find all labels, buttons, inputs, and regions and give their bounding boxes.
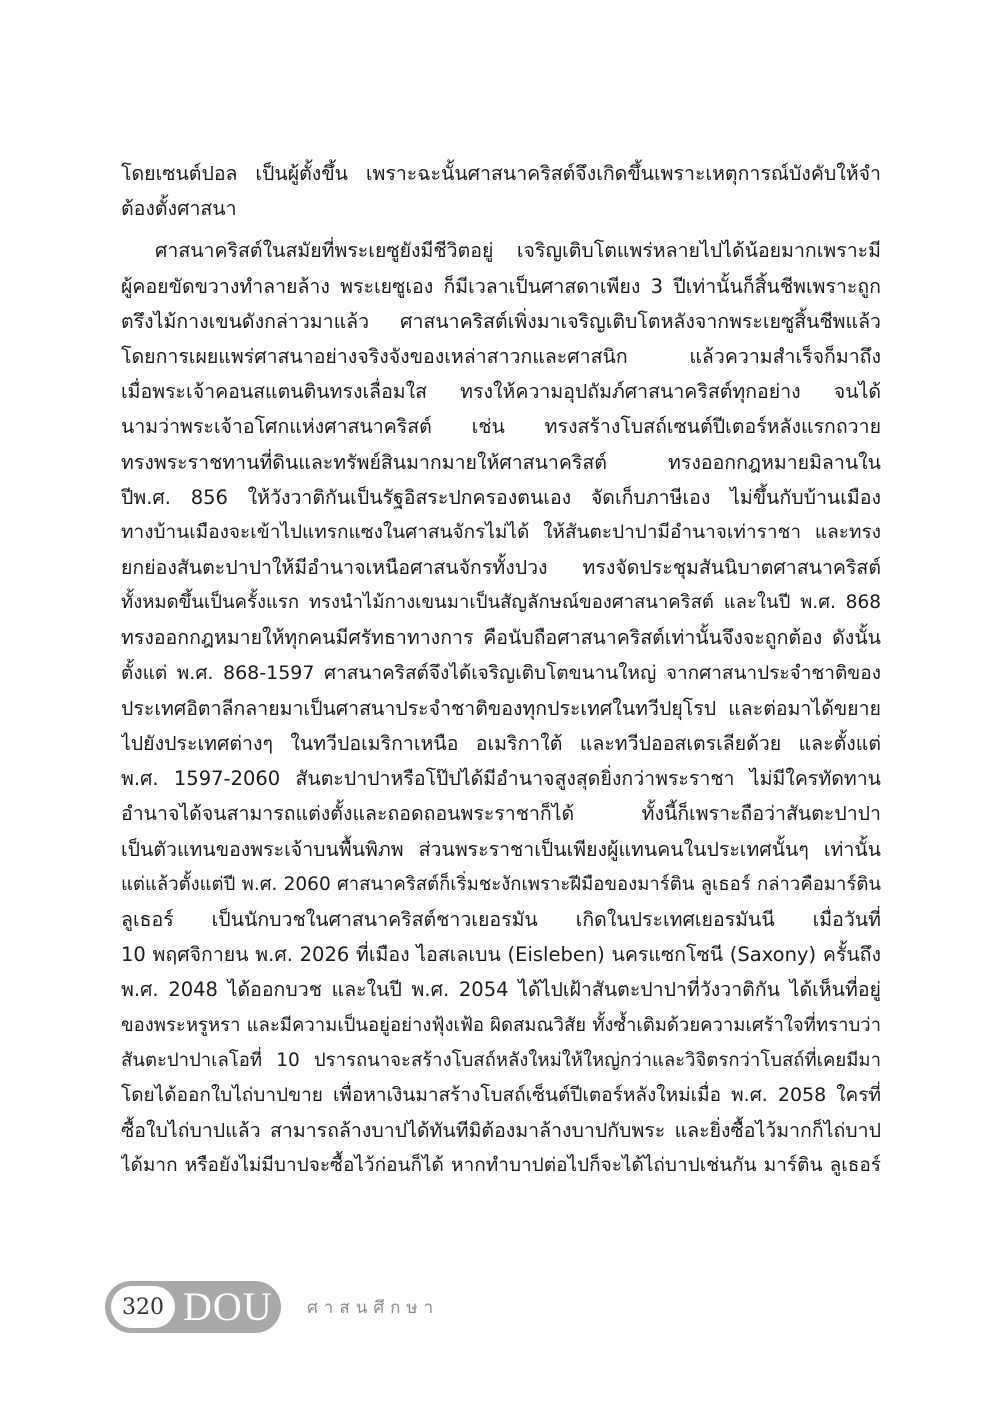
text-line: แต่แล้วตั้งแต่ปี พ.ศ. 2060 ศาสนาคริสต์ก็เริ่มชะงักเพราะฝีมือของมาร์ติน ลูเธอร์ กล่าวคือมาร์ติน: [121, 873, 881, 895]
paragraph-1: [121, 156, 881, 226]
text-line: ผู้คอยขัดขวางทำลายล้าง พระเยซูเอง ก็มีเวลาเป็นศาสดาเพียง 3 ปีเท่านั้นก็สิ้นชีพเพราะถูก: [121, 274, 881, 298]
text-line: อำนาจได้จนสามารถแต่งตั้งและถอดถอนพระราชาก็ได้ ทั้งนี้ก็เพราะถือว่าสันตะปาปา: [121, 802, 881, 826]
text-line: 10 พฤศจิกายน พ.ศ. 2026 ที่เมือง ไอสเลเบน (Eisleben) นครแซกโซนี (Saxony) ครั้นถึง: [121, 943, 881, 967]
text-line: ไปยังประเทศต่างๆ ในทวีปอเมริกาเหนือ อเมริกาใต้ และทวีปออสเตรเลียด้วย และตั้งแต่: [121, 732, 881, 755]
body-text: [121, 156, 881, 1183]
text-line: ต้องตั้งศาสนา: [121, 197, 237, 221]
text-line: เป็นตัวแทนของพระเจ้าบนพื้นพิภพ ส่วนพระราชาเป็นเพียงผู้แทนคนในประเทศนั้นๆ เท่านั้น: [121, 837, 881, 861]
text-line: ปีพ.ศ. 856 ให้วังวาติกันเป็นรัฐอิสระปกครองตนเอง จัดเก็บภาษีเอง ไม่ขึ้นกับบ้านเมือง: [121, 485, 881, 509]
dou-logo-badge: [105, 1281, 281, 1333]
text-line: ทางบ้านเมืองจะเข้าไปแทรกแซงในศาสนจักรไม่ได้ ให้สันตะปาปามีอำนาจเท่าราชา และทรง: [121, 520, 881, 543]
text-line: นามว่าพระเจ้าอโศกแห่งศาสนาคริสต์ เช่น ทรงสร้างโบสถ์เซนต์ปีเตอร์หลังแรกถวาย: [121, 415, 881, 439]
paragraph-2: [121, 233, 881, 1183]
text-line: ตรึงไม้กางเขนดังกล่าวมาแล้ว ศาสนาคริสต์เพิ่งมาเจริญเติบโตหลังจากพระเยซูสิ้นชีพแล้ว: [121, 309, 881, 333]
dou-logo: DOU: [183, 1284, 273, 1329]
course-title: ศาสนศึกษา: [307, 1297, 440, 1318]
text-line: เมื่อพระเจ้าคอนสแตนตินทรงเลื่อมใส ทรงให้ความอุปถัมภ์ศาสนาคริสต์ทุกอย่าง จนได้: [121, 380, 881, 404]
text-line: โดยได้ออกใบไถ่บาปขาย เพื่อหาเงินมาสร้างโบสถ์เซ็นต์ปีเตอร์หลังใหม่เมื่อ พ.ศ. 2058 ใครที่: [121, 1083, 881, 1106]
text-line: โดยการเผยแพร่ศาสนาอย่างจริงจังของเหล่าสาวกและศาสนิก แล้วความสำเร็จก็มาถึง: [121, 344, 881, 368]
text-line: ทรงออกกฎหมายให้ทุกคนมีศรัทธาทางการ คือนับถือศาสนาคริสต์เท่านั้นจึงจะถูกต้อง ดังนั้น: [121, 626, 881, 650]
page-number: 320: [111, 1286, 175, 1328]
text-line: พ.ศ. 2048 ได้ออกบวช และในปี พ.ศ. 2054 ได้ไปเฝ้าสันตะปาปาที่วังวาติกัน ได้เห็นที่อยู่: [121, 978, 881, 1002]
text-line: ประเทศอิตาลีกลายมาเป็นศาสนาประจำชาติของทุกประเทศในทวีปยุโรป และต่อมาได้ขยาย: [121, 696, 881, 720]
text-line: ศาสนาคริสต์ในสมัยที่พระเยซูยังมีชีวิตอยู่ เจริญเติบโตแพร่หลายไปได้น้อยมากเพราะมี: [155, 239, 881, 263]
text-line: พ.ศ. 1597-2060 สันตะปาปาหรือโป๊ปได้มีอำนาจสูงสุดยิ่งกว่าพระราชา ไม่มีใครทัดทาน: [121, 767, 881, 791]
text-line: ยกย่องสันตะปาปาให้มีอำนาจเหนือศาสนจักรทั้งปวง ทรงจัดประชุมสันนิบาตศาสนาคริสต์: [121, 556, 881, 580]
text-line: ซื้อใบไถ่บาปแล้ว สามารถล้างบาปได้ทันทีมิต้องมาล้างบาปกับพระ และยิ่งซื้อไว้มากก็ไถ่บาป: [121, 1119, 881, 1143]
text-line: ของพระหรูหรา และมีความเป็นอยู่อย่างฟุ้งเฟ้อ ผิดสมณวิสัย ทั้งซ้ำเติมด้วยความเศร้าใจที่ทราบว่า: [121, 1014, 881, 1036]
text-line: ทั้งหมดขึ้นเป็นครั้งแรก ทรงนำไม้กางเขนมาเป็นสัญลักษณ์ของศาสนาคริสต์ และในปี พ.ศ. 868: [121, 592, 881, 614]
text-line: โดยเซนต์ปอล เป็นผู้ตั้งขึ้น เพราะฉะนั้นศาสนาคริสต์จึงเกิดขึ้นเพราะเหตุการณ์บังคับให้จำ: [121, 162, 881, 185]
text-line: ลูเธอร์ เป็นนักบวชในศาสนาคริสต์ชาวเยอรมัน เกิดในประเทศเยอรมันนี เมื่อวันที่: [121, 907, 881, 931]
text-line: สันตะปาปาเลโอที่ 10 ปรารถนาจะสร้างโบสถ์หลังใหม่ให้ใหญ่กว่าและวิจิตรกว่าโบสถ์ที่เคยมีมา: [121, 1049, 881, 1071]
text-line: ตั้งแต่ พ.ศ. 868-1597 ศาสนาคริสต์จึงได้เจริญเติบโตขนานใหญ่ จากศาสนาประจำชาติของ: [121, 661, 881, 684]
page-footer: [105, 1281, 439, 1333]
text-line: ทรงพระราชทานที่ดินและทรัพย์สินมากมายให้ศาสนาคริสต์ ทรงออกกฎหมายมิลานใน: [121, 450, 881, 474]
text-line: ได้มาก หรือยังไม่มีบาปจะซื้อไว้ก่อนก็ได้ หากทำบาปต่อไปก็จะได้ไถ่บาปเช่นกัน มาร์ติน ลูเธอร์: [121, 1154, 881, 1177]
